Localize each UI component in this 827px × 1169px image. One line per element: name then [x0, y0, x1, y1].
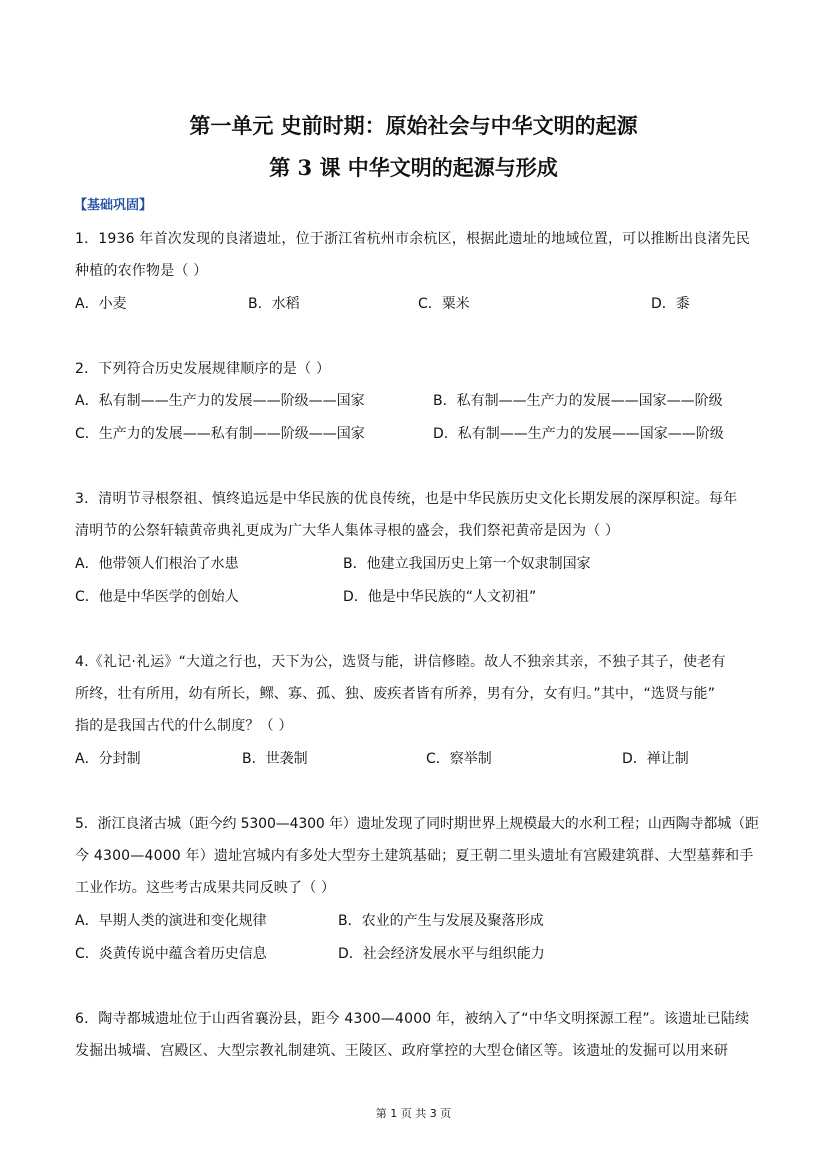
question-line: 发掘出城墙、宫殿区、大型宗教礼制建筑、王陵区、政府掌控的大型仓储区等。该遗址的发掘可以用来研: [75, 1043, 729, 1059]
option-d: D．他是中华民族的“人文初祖”: [343, 589, 537, 605]
page-footer: 第 1 页 共 3 页: [375, 1107, 452, 1120]
lesson-title: 第 3 课 中华文明的起源与形成: [269, 155, 558, 180]
option-c: C．炎黄传说中蕴含着历史信息: [75, 946, 267, 962]
option-b: B．农业的产生与发展及聚落形成: [338, 913, 544, 929]
option-c: C．察举制: [426, 751, 492, 767]
question-line: 6．陶寺都城遗址位于山西省襄汾县，距今 4300—4000 年，被纳入了“中华文明探源工程”。该遗址已陆续: [75, 1011, 750, 1027]
option-c: C．生产力的发展——私有制——阶级——国家: [75, 426, 365, 442]
option-d: D．禅让制: [622, 751, 689, 767]
question-line: 指的是我国古代的什么制度？（ ）: [75, 718, 293, 734]
question-line: 3．清明节寻根祭祖、慎终追远是中华民族的优良传统，也是中华民族历史文化长期发展的深厚积淀。每年: [75, 491, 738, 507]
section-label: 【基础巩固】: [74, 198, 153, 213]
option-a: A．他带领人们根治了水患: [75, 556, 239, 572]
option-a: A．早期人类的演进和变化规律: [75, 913, 267, 929]
option-b: B．世袭制: [242, 751, 308, 767]
question-line: 4.《礼记·礼运》“大道之行也，天下为公，选贤与能，讲信修睦。故人不独亲其亲，不独子其子，使老有: [75, 654, 726, 670]
option-b: B．水稻: [248, 296, 300, 312]
question-line: 所终，壮有所用，幼有所长，鳏、寡、孤、独、废疾者皆有所养，男有分，女有归。”其中，“选贤与能”: [75, 686, 716, 702]
option-d: D．黍: [651, 296, 690, 312]
question-line: 2．下列符合历史发展规律顺序的是（ ）: [75, 361, 331, 377]
option-a: A．私有制——生产力的发展——阶级——国家: [75, 393, 365, 409]
question-line: 清明节的公祭轩辕黄帝典礼更成为广大华人集体寻根的盛会，我们祭祀黄帝是因为（ ）: [75, 523, 620, 539]
option-b: B．私有制——生产力的发展——国家——阶级: [433, 393, 723, 409]
question-line: 1．1936 年首次发现的良渚遗址，位于浙江省杭州市余杭区，根据此遗址的地域位置，可以推断出良渚先民: [75, 231, 750, 247]
option-d: D．社会经济发展水平与组织能力: [338, 946, 545, 962]
option-c: C．他是中华医学的创始人: [75, 589, 239, 605]
question-line: 今 4300—4000 年）遗址宫城内有多处大型夯土建筑基础；夏王朝二里头遗址有宫殿建筑群、大型墓葬和手: [75, 848, 754, 864]
question-line: 工业作坊。这些考古成果共同反映了（ ）: [75, 880, 336, 896]
option-c: C．粟米: [418, 296, 470, 312]
question-line: 种植的农作物是（ ）: [75, 263, 208, 279]
option-a: A．分封制: [75, 751, 141, 767]
option-d: D．私有制——生产力的发展——国家——阶级: [433, 426, 724, 442]
option-a: A．小麦: [75, 296, 127, 312]
unit-title: 第一单元 史前时期：原始社会与中华文明的起源: [189, 113, 638, 138]
question-line: 5．浙江良渚古城（距今约 5300—4300 年）遗址发现了同时期世界上规模最大的水利工程；山西陶寺都城（距: [75, 816, 759, 832]
option-b: B．他建立我国历史上第一个奴隶制国家: [343, 556, 591, 572]
